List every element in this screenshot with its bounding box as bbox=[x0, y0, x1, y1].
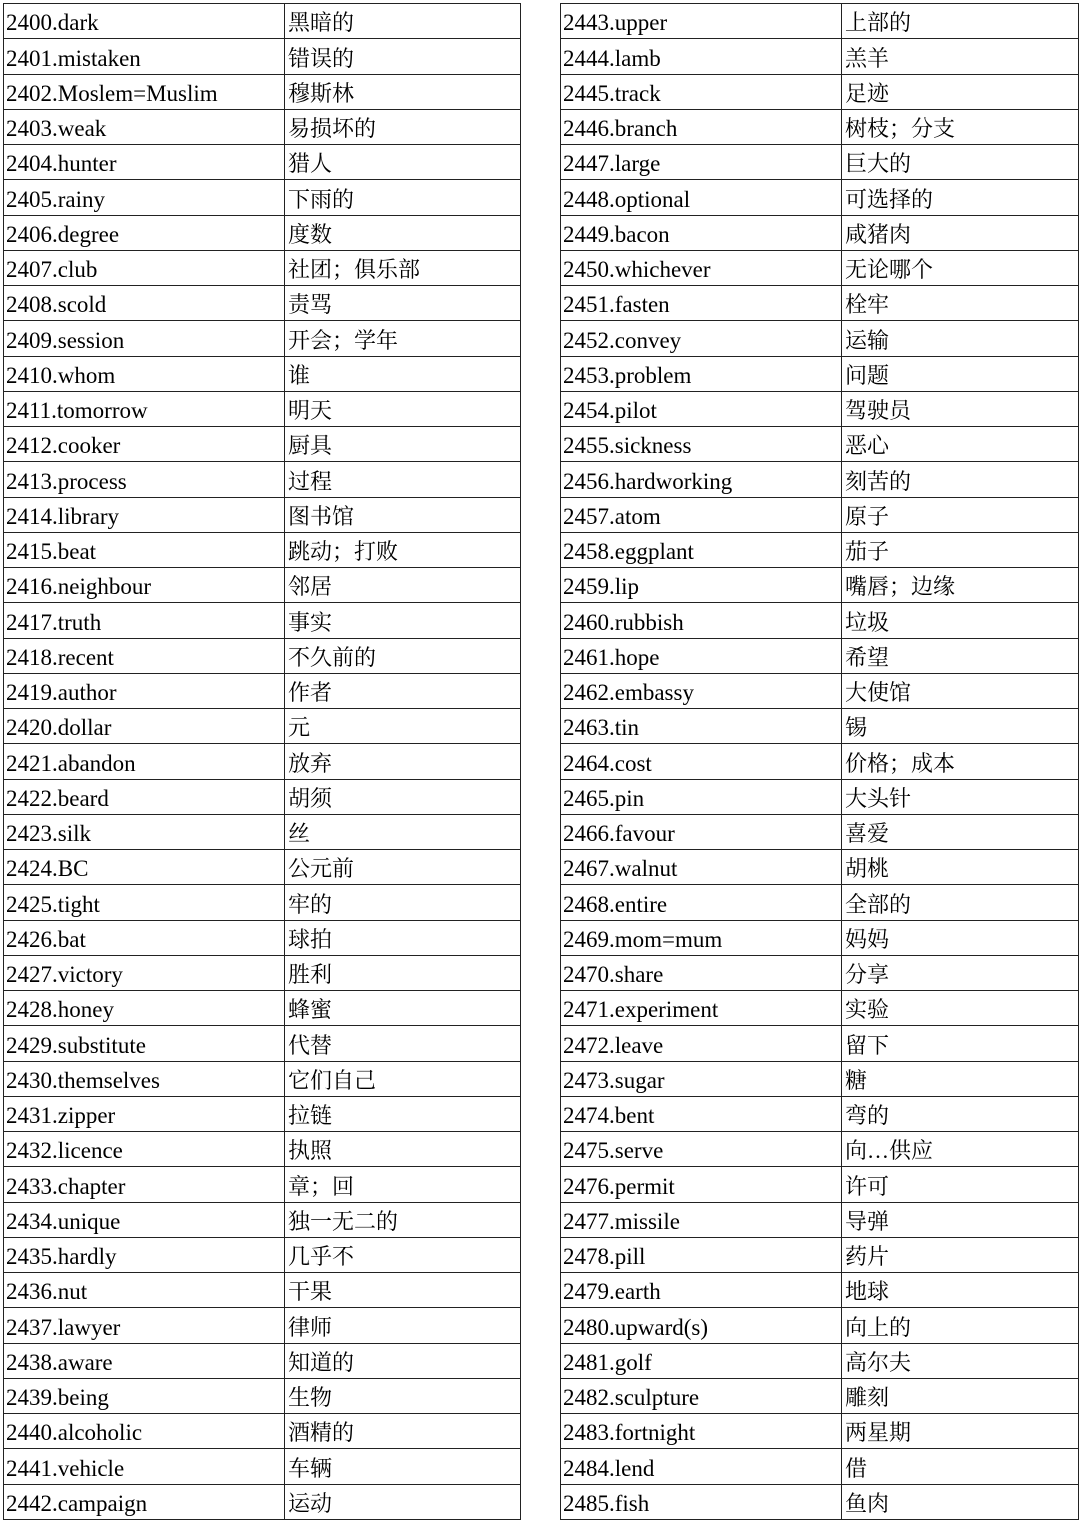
table-row bbox=[561, 814, 1079, 849]
chinese-meaning-cell: 公元前 bbox=[285, 850, 521, 885]
english-word-cell: 2476.permit bbox=[561, 1167, 842, 1202]
chinese-meaning-cell: 大使馆 bbox=[842, 673, 1079, 708]
table-row bbox=[561, 1449, 1079, 1484]
table-row bbox=[4, 1096, 521, 1131]
english-word-cell: 2465.pin bbox=[561, 779, 842, 814]
english-word-cell: 2412.cooker bbox=[4, 427, 285, 462]
chinese-meaning-cell: 鱼肉 bbox=[842, 1484, 1079, 1519]
chinese-meaning-cell: 干果 bbox=[285, 1273, 521, 1308]
table-row bbox=[561, 568, 1079, 603]
english-word-cell: 2430.themselves bbox=[4, 1061, 285, 1096]
chinese-meaning-cell: 猎人 bbox=[285, 145, 521, 180]
chinese-meaning-cell: 原子 bbox=[842, 497, 1079, 532]
table-row bbox=[561, 497, 1079, 532]
chinese-meaning-cell: 元 bbox=[285, 709, 521, 744]
table-row bbox=[4, 779, 521, 814]
chinese-meaning-cell: 章；回 bbox=[285, 1167, 521, 1202]
table-row bbox=[561, 427, 1079, 462]
english-word-cell: 2481.golf bbox=[561, 1343, 842, 1378]
table-row bbox=[561, 920, 1079, 955]
table-row bbox=[561, 1167, 1079, 1202]
chinese-meaning-cell: 知道的 bbox=[285, 1343, 521, 1378]
table-row bbox=[561, 1414, 1079, 1449]
table-row bbox=[4, 427, 521, 462]
english-word-cell: 2407.club bbox=[4, 250, 285, 285]
chinese-meaning-cell: 球拍 bbox=[285, 920, 521, 955]
english-word-cell: 2445.track bbox=[561, 74, 842, 109]
chinese-meaning-cell: 两星期 bbox=[842, 1414, 1079, 1449]
table-row bbox=[561, 673, 1079, 708]
chinese-meaning-cell: 茄子 bbox=[842, 532, 1079, 567]
chinese-meaning-cell: 不久前的 bbox=[285, 638, 521, 673]
table-row bbox=[4, 391, 521, 426]
english-word-cell: 2429.substitute bbox=[4, 1026, 285, 1061]
table-row bbox=[4, 1202, 521, 1237]
chinese-meaning-cell: 栓牢 bbox=[842, 286, 1079, 321]
english-word-cell: 2401.mistaken bbox=[4, 39, 285, 74]
table-row bbox=[4, 356, 521, 391]
table-row bbox=[561, 1132, 1079, 1167]
table-row bbox=[561, 1061, 1079, 1096]
table-row bbox=[4, 673, 521, 708]
chinese-meaning-cell: 几乎不 bbox=[285, 1237, 521, 1272]
chinese-meaning-cell: 易损坏的 bbox=[285, 109, 521, 144]
english-word-cell: 2437.lawyer bbox=[4, 1308, 285, 1343]
chinese-meaning-cell: 跳动；打败 bbox=[285, 532, 521, 567]
english-word-cell: 2479.earth bbox=[561, 1273, 842, 1308]
table-row bbox=[4, 1449, 521, 1484]
table-row bbox=[561, 462, 1079, 497]
chinese-meaning-cell: 向…供应 bbox=[842, 1132, 1079, 1167]
table-row bbox=[561, 145, 1079, 180]
chinese-meaning-cell: 问题 bbox=[842, 356, 1079, 391]
english-word-cell: 2467.walnut bbox=[561, 850, 842, 885]
table-row bbox=[561, 885, 1079, 920]
table-row bbox=[4, 955, 521, 990]
chinese-meaning-cell: 代替 bbox=[285, 1026, 521, 1061]
chinese-meaning-cell: 向上的 bbox=[842, 1308, 1079, 1343]
english-word-cell: 2442.campaign bbox=[4, 1484, 285, 1519]
english-word-cell: 2411.tomorrow bbox=[4, 391, 285, 426]
english-word-cell: 2432.licence bbox=[4, 1132, 285, 1167]
english-word-cell: 2414.library bbox=[4, 497, 285, 532]
chinese-meaning-cell: 嘴唇；边缘 bbox=[842, 568, 1079, 603]
table-row bbox=[4, 109, 521, 144]
english-word-cell: 2451.fasten bbox=[561, 286, 842, 321]
english-word-cell: 2428.honey bbox=[4, 991, 285, 1026]
table-row bbox=[4, 850, 521, 885]
english-word-cell: 2468.entire bbox=[561, 885, 842, 920]
english-word-cell: 2475.serve bbox=[561, 1132, 842, 1167]
table-row bbox=[4, 39, 521, 74]
english-word-cell: 2421.abandon bbox=[4, 744, 285, 779]
english-word-cell: 2470.share bbox=[561, 955, 842, 990]
chinese-meaning-cell: 运输 bbox=[842, 321, 1079, 356]
table-row bbox=[4, 991, 521, 1026]
chinese-meaning-cell: 全部的 bbox=[842, 885, 1079, 920]
english-word-cell: 2462.embassy bbox=[561, 673, 842, 708]
chinese-meaning-cell: 分享 bbox=[842, 955, 1079, 990]
chinese-meaning-cell: 明天 bbox=[285, 391, 521, 426]
english-word-cell: 2409.session bbox=[4, 321, 285, 356]
chinese-meaning-cell: 上部的 bbox=[842, 4, 1079, 39]
chinese-meaning-cell: 喜爱 bbox=[842, 814, 1079, 849]
table-row bbox=[561, 215, 1079, 250]
chinese-meaning-cell: 开会；学年 bbox=[285, 321, 521, 356]
chinese-meaning-cell: 律师 bbox=[285, 1308, 521, 1343]
english-word-cell: 2471.experiment bbox=[561, 991, 842, 1026]
english-word-cell: 2459.lip bbox=[561, 568, 842, 603]
table-row bbox=[561, 356, 1079, 391]
english-word-cell: 2416.neighbour bbox=[4, 568, 285, 603]
chinese-meaning-cell: 车辆 bbox=[285, 1449, 521, 1484]
english-word-cell: 2439.being bbox=[4, 1378, 285, 1413]
english-word-cell: 2423.silk bbox=[4, 814, 285, 849]
chinese-meaning-cell: 拉链 bbox=[285, 1096, 521, 1131]
english-word-cell: 2406.degree bbox=[4, 215, 285, 250]
chinese-meaning-cell: 实验 bbox=[842, 991, 1079, 1026]
chinese-meaning-cell: 大头针 bbox=[842, 779, 1079, 814]
chinese-meaning-cell: 胡桃 bbox=[842, 850, 1079, 885]
vocab-table-left bbox=[3, 3, 521, 1520]
table-row bbox=[561, 1308, 1079, 1343]
english-word-cell: 2466.favour bbox=[561, 814, 842, 849]
chinese-meaning-cell: 错误的 bbox=[285, 39, 521, 74]
english-word-cell: 2478.pill bbox=[561, 1237, 842, 1272]
chinese-meaning-cell: 谁 bbox=[285, 356, 521, 391]
english-word-cell: 2446.branch bbox=[561, 109, 842, 144]
chinese-meaning-cell: 胡须 bbox=[285, 779, 521, 814]
english-word-cell: 2457.atom bbox=[561, 497, 842, 532]
english-word-cell: 2404.hunter bbox=[4, 145, 285, 180]
chinese-meaning-cell: 足迹 bbox=[842, 74, 1079, 109]
english-word-cell: 2448.optional bbox=[561, 180, 842, 215]
chinese-meaning-cell: 希望 bbox=[842, 638, 1079, 673]
table-row bbox=[561, 955, 1079, 990]
english-word-cell: 2452.convey bbox=[561, 321, 842, 356]
table-row bbox=[561, 1202, 1079, 1237]
table-row bbox=[4, 462, 521, 497]
table-row bbox=[561, 1343, 1079, 1378]
table-row bbox=[4, 1343, 521, 1378]
english-word-cell: 2440.alcoholic bbox=[4, 1414, 285, 1449]
english-word-cell: 2418.recent bbox=[4, 638, 285, 673]
table-row bbox=[4, 286, 521, 321]
table-row bbox=[561, 744, 1079, 779]
chinese-meaning-cell: 图书馆 bbox=[285, 497, 521, 532]
chinese-meaning-cell: 穆斯林 bbox=[285, 74, 521, 109]
chinese-meaning-cell: 责骂 bbox=[285, 286, 521, 321]
table-row bbox=[4, 1132, 521, 1167]
chinese-meaning-cell: 地球 bbox=[842, 1273, 1079, 1308]
chinese-meaning-cell: 生物 bbox=[285, 1378, 521, 1413]
table-row bbox=[4, 4, 521, 39]
english-word-cell: 2464.cost bbox=[561, 744, 842, 779]
table-row bbox=[4, 180, 521, 215]
table-row bbox=[4, 250, 521, 285]
chinese-meaning-cell: 许可 bbox=[842, 1167, 1079, 1202]
chinese-meaning-cell: 胜利 bbox=[285, 955, 521, 990]
chinese-meaning-cell: 黑暗的 bbox=[285, 4, 521, 39]
chinese-meaning-cell: 咸猪肉 bbox=[842, 215, 1079, 250]
english-word-cell: 2456.hardworking bbox=[561, 462, 842, 497]
chinese-meaning-cell: 留下 bbox=[842, 1026, 1079, 1061]
english-word-cell: 2403.weak bbox=[4, 109, 285, 144]
chinese-meaning-cell: 下雨的 bbox=[285, 180, 521, 215]
table-row bbox=[561, 391, 1079, 426]
chinese-meaning-cell: 执照 bbox=[285, 1132, 521, 1167]
table-row bbox=[4, 497, 521, 532]
table-row bbox=[561, 603, 1079, 638]
chinese-meaning-cell: 度数 bbox=[285, 215, 521, 250]
table-row bbox=[4, 1414, 521, 1449]
english-word-cell: 2433.chapter bbox=[4, 1167, 285, 1202]
table-row bbox=[561, 991, 1079, 1026]
chinese-meaning-cell: 药片 bbox=[842, 1237, 1079, 1272]
chinese-meaning-cell: 无论哪个 bbox=[842, 250, 1079, 285]
english-word-cell: 2474.bent bbox=[561, 1096, 842, 1131]
chinese-meaning-cell: 蜂蜜 bbox=[285, 991, 521, 1026]
table-row bbox=[4, 638, 521, 673]
chinese-meaning-cell: 驾驶员 bbox=[842, 391, 1079, 426]
table-row bbox=[4, 603, 521, 638]
table-row bbox=[4, 568, 521, 603]
table-row bbox=[4, 709, 521, 744]
english-word-cell: 2460.rubbish bbox=[561, 603, 842, 638]
chinese-meaning-cell: 雕刻 bbox=[842, 1378, 1079, 1413]
table-row bbox=[561, 779, 1079, 814]
table-row bbox=[561, 39, 1079, 74]
english-word-cell: 2438.aware bbox=[4, 1343, 285, 1378]
table-row bbox=[561, 286, 1079, 321]
english-word-cell: 2447.large bbox=[561, 145, 842, 180]
table-row bbox=[4, 1273, 521, 1308]
table-row bbox=[561, 109, 1079, 144]
chinese-meaning-cell: 过程 bbox=[285, 462, 521, 497]
chinese-meaning-cell: 酒精的 bbox=[285, 1414, 521, 1449]
table-row bbox=[4, 532, 521, 567]
english-word-cell: 2455.sickness bbox=[561, 427, 842, 462]
table-row bbox=[4, 321, 521, 356]
chinese-meaning-cell: 高尔夫 bbox=[842, 1343, 1079, 1378]
table-row bbox=[4, 1308, 521, 1343]
english-word-cell: 2424.BC bbox=[4, 850, 285, 885]
english-word-cell: 2469.mom=mum bbox=[561, 920, 842, 955]
table-row bbox=[4, 1378, 521, 1413]
english-word-cell: 2461.hope bbox=[561, 638, 842, 673]
table-row bbox=[561, 1237, 1079, 1272]
table-row bbox=[561, 1378, 1079, 1413]
chinese-meaning-cell: 价格；成本 bbox=[842, 744, 1079, 779]
table-row bbox=[561, 4, 1079, 39]
english-word-cell: 2450.whichever bbox=[561, 250, 842, 285]
chinese-meaning-cell: 放弃 bbox=[285, 744, 521, 779]
chinese-meaning-cell: 牢的 bbox=[285, 885, 521, 920]
english-word-cell: 2408.scold bbox=[4, 286, 285, 321]
english-word-cell: 2415.beat bbox=[4, 532, 285, 567]
chinese-meaning-cell: 恶心 bbox=[842, 427, 1079, 462]
table-row bbox=[561, 321, 1079, 356]
chinese-meaning-cell: 妈妈 bbox=[842, 920, 1079, 955]
chinese-meaning-cell: 导弹 bbox=[842, 1202, 1079, 1237]
english-word-cell: 2435.hardly bbox=[4, 1237, 285, 1272]
chinese-meaning-cell: 它们自己 bbox=[285, 1061, 521, 1096]
table-row bbox=[4, 1484, 521, 1519]
chinese-meaning-cell: 运动 bbox=[285, 1484, 521, 1519]
vocab-table-right-body bbox=[561, 4, 1079, 1520]
english-word-cell: 2426.bat bbox=[4, 920, 285, 955]
table-row bbox=[561, 250, 1079, 285]
english-word-cell: 2463.tin bbox=[561, 709, 842, 744]
chinese-meaning-cell: 巨大的 bbox=[842, 145, 1079, 180]
english-word-cell: 2473.sugar bbox=[561, 1061, 842, 1096]
chinese-meaning-cell: 羔羊 bbox=[842, 39, 1079, 74]
table-row bbox=[561, 1096, 1079, 1131]
table-row bbox=[561, 1484, 1079, 1519]
vocab-table-right bbox=[560, 3, 1079, 1520]
english-word-cell: 2453.problem bbox=[561, 356, 842, 391]
table-row bbox=[4, 920, 521, 955]
chinese-meaning-cell: 作者 bbox=[285, 673, 521, 708]
table-row bbox=[4, 74, 521, 109]
table-row bbox=[4, 885, 521, 920]
chinese-meaning-cell: 厨具 bbox=[285, 427, 521, 462]
table-row bbox=[4, 1026, 521, 1061]
english-word-cell: 2441.vehicle bbox=[4, 1449, 285, 1484]
english-word-cell: 2405.rainy bbox=[4, 180, 285, 215]
chinese-meaning-cell: 丝 bbox=[285, 814, 521, 849]
english-word-cell: 2419.author bbox=[4, 673, 285, 708]
chinese-meaning-cell: 刻苦的 bbox=[842, 462, 1079, 497]
english-word-cell: 2484.lend bbox=[561, 1449, 842, 1484]
table-row bbox=[561, 850, 1079, 885]
english-word-cell: 2425.tight bbox=[4, 885, 285, 920]
english-word-cell: 2458.eggplant bbox=[561, 532, 842, 567]
english-word-cell: 2443.upper bbox=[561, 4, 842, 39]
english-word-cell: 2431.zipper bbox=[4, 1096, 285, 1131]
chinese-meaning-cell: 事实 bbox=[285, 603, 521, 638]
english-word-cell: 2402.Moslem=Muslim bbox=[4, 74, 285, 109]
table-row bbox=[4, 744, 521, 779]
chinese-meaning-cell: 邻居 bbox=[285, 568, 521, 603]
table-row bbox=[561, 180, 1079, 215]
table-row bbox=[561, 638, 1079, 673]
table-row bbox=[4, 145, 521, 180]
table-row bbox=[4, 1167, 521, 1202]
chinese-meaning-cell: 弯的 bbox=[842, 1096, 1079, 1131]
english-word-cell: 2417.truth bbox=[4, 603, 285, 638]
english-word-cell: 2410.whom bbox=[4, 356, 285, 391]
chinese-meaning-cell: 独一无二的 bbox=[285, 1202, 521, 1237]
english-word-cell: 2477.missile bbox=[561, 1202, 842, 1237]
english-word-cell: 2485.fish bbox=[561, 1484, 842, 1519]
english-word-cell: 2454.pilot bbox=[561, 391, 842, 426]
table-row bbox=[561, 74, 1079, 109]
english-word-cell: 2482.sculpture bbox=[561, 1378, 842, 1413]
chinese-meaning-cell: 糖 bbox=[842, 1061, 1079, 1096]
chinese-meaning-cell: 社团；俱乐部 bbox=[285, 250, 521, 285]
english-word-cell: 2427.victory bbox=[4, 955, 285, 990]
chinese-meaning-cell: 树枝；分支 bbox=[842, 109, 1079, 144]
english-word-cell: 2436.nut bbox=[4, 1273, 285, 1308]
table-row bbox=[561, 532, 1079, 567]
english-word-cell: 2472.leave bbox=[561, 1026, 842, 1061]
table-row bbox=[561, 1273, 1079, 1308]
chinese-meaning-cell: 可选择的 bbox=[842, 180, 1079, 215]
english-word-cell: 2434.unique bbox=[4, 1202, 285, 1237]
table-row bbox=[561, 1026, 1079, 1061]
table-row bbox=[4, 1061, 521, 1096]
english-word-cell: 2483.fortnight bbox=[561, 1414, 842, 1449]
table-row bbox=[4, 215, 521, 250]
english-word-cell: 2413.process bbox=[4, 462, 285, 497]
english-word-cell: 2422.beard bbox=[4, 779, 285, 814]
english-word-cell: 2480.upward(s) bbox=[561, 1308, 842, 1343]
table-row bbox=[561, 709, 1079, 744]
chinese-meaning-cell: 借 bbox=[842, 1449, 1079, 1484]
table-row bbox=[4, 1237, 521, 1272]
english-word-cell: 2444.lamb bbox=[561, 39, 842, 74]
english-word-cell: 2449.bacon bbox=[561, 215, 842, 250]
table-row bbox=[4, 814, 521, 849]
chinese-meaning-cell: 垃圾 bbox=[842, 603, 1079, 638]
chinese-meaning-cell: 锡 bbox=[842, 709, 1079, 744]
english-word-cell: 2400.dark bbox=[4, 4, 285, 39]
english-word-cell: 2420.dollar bbox=[4, 709, 285, 744]
vocab-table-left-body bbox=[4, 4, 521, 1520]
